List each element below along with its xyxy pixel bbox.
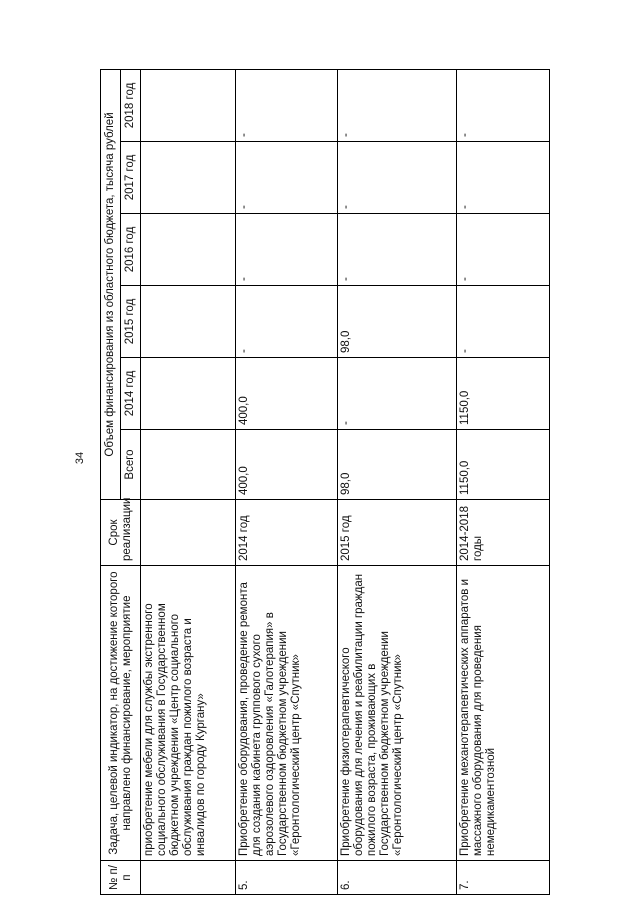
header-year-2017: 2017 год [121, 142, 141, 214]
row-2015: 98,0 [337, 286, 456, 358]
header-funding: Объем финансирования из областного бюджета, тысяча рублей [101, 69, 121, 499]
table-row [337, 69, 456, 894]
table-row [141, 69, 236, 894]
table-row [236, 69, 337, 894]
row-num: 7. [456, 861, 549, 895]
document-page [100, 70, 550, 895]
row-2015: - [236, 286, 337, 358]
row-2017: - [456, 142, 549, 214]
header-year-2016: 2016 год [121, 214, 141, 286]
header-year-2014: 2014 год [121, 358, 141, 430]
header-total: Всего [121, 430, 141, 500]
row-total: 400,0 [236, 430, 337, 500]
funding-table [100, 69, 550, 895]
row-2015 [141, 286, 236, 358]
row-task: Приобретение оборудования, проведение ремонта для создания кабинета группового сухого аэрозолевого оздоровления «Галотерапия» в Государственном бюджетном учреждении «Геронтологический центр «Спутник» [236, 566, 337, 861]
row-total: 98,0 [337, 430, 456, 500]
header-year-2015: 2015 год [121, 286, 141, 358]
row-2016: - [337, 214, 456, 286]
row-2017: - [337, 142, 456, 214]
header-task: Задача, целевой индикатор, на достижение которого направлено финансирование, мероприятие [101, 566, 141, 861]
row-total: 1150,0 [456, 430, 549, 500]
row-term: 2014-2018 годы [456, 500, 549, 566]
row-2014 [141, 358, 236, 430]
row-term: 2014 год [236, 500, 337, 566]
row-total [141, 430, 236, 500]
row-num: 6. [337, 861, 456, 895]
table-header-row [101, 69, 121, 894]
row-2018: - [456, 69, 549, 141]
row-num [141, 861, 236, 895]
row-task: Приобретение физиотерапевтического оборудования для лечения и реабилитации граждан пожилого возраста, проживающих в Государственном бюджетном учреждении «Геронтологический центр «Спутник» [337, 566, 456, 861]
row-2016 [141, 214, 236, 286]
row-2014: 1150,0 [456, 358, 549, 430]
row-task: Приобретение механотерапевтических аппаратов и массажного оборудования для проведения немедикаментозной [456, 566, 549, 861]
header-term: Срок реализации [101, 500, 141, 566]
row-2017: - [236, 142, 337, 214]
row-2014: - [337, 358, 456, 430]
row-2018: - [337, 69, 456, 141]
row-2016: - [456, 214, 549, 286]
row-2017 [141, 142, 236, 214]
row-task: приобретение мебели для службы экстренного социального обслуживания в Государственном бюджетном учреждении «Центр социального обслуживания граждан пожилого возраста и инвалидов по городу Кургану» [141, 566, 236, 861]
row-2016: - [236, 214, 337, 286]
row-2014: 400,0 [236, 358, 337, 430]
row-2018: - [236, 69, 337, 141]
header-year-2018: 2018 год [121, 69, 141, 141]
page-number: 34 [74, 451, 86, 465]
rotated-table-container [100, 70, 550, 895]
row-num: 5. [236, 861, 337, 895]
row-2015: - [456, 286, 549, 358]
row-term [141, 500, 236, 566]
row-2018 [141, 69, 236, 141]
header-num: № п/п [101, 861, 141, 895]
table-row [456, 69, 549, 894]
row-term: 2015 год [337, 500, 456, 566]
